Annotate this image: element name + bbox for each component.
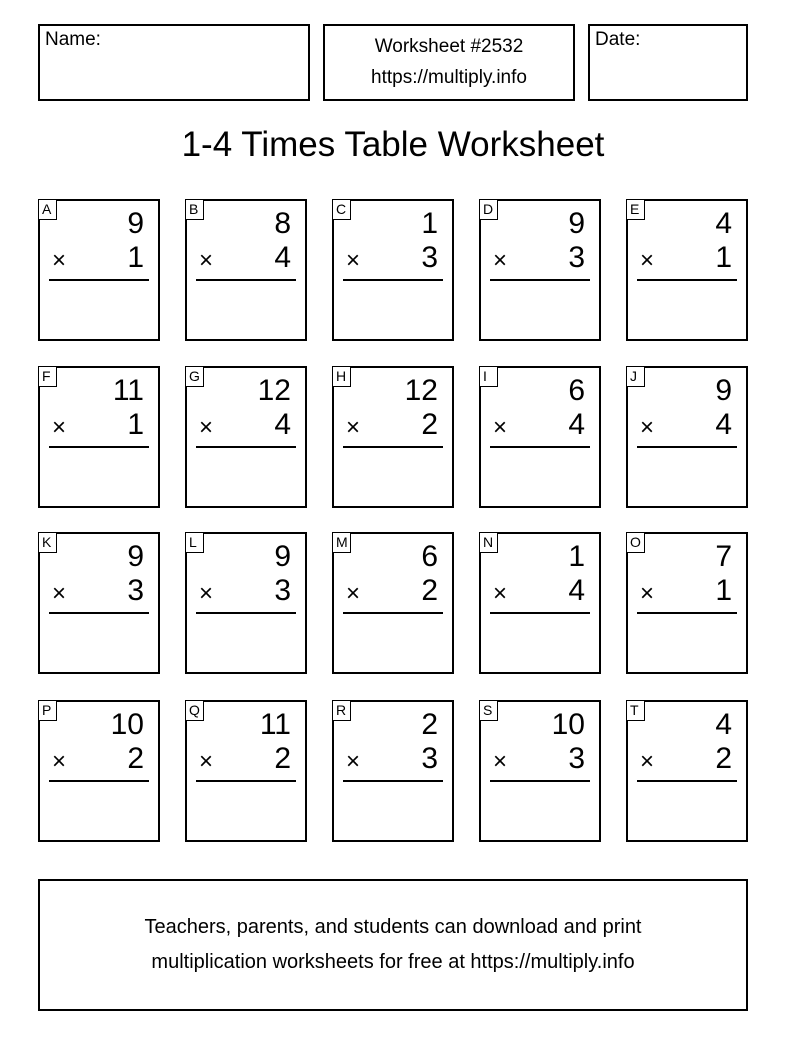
problem-letter: K — [38, 532, 57, 553]
problem-box[interactable] — [38, 199, 160, 341]
answer-line — [196, 612, 296, 614]
times-sign: × — [346, 748, 361, 775]
problem-box[interactable] — [185, 532, 307, 674]
problem-letter: F — [38, 366, 57, 387]
problem-box[interactable] — [332, 532, 454, 674]
times-sign: × — [640, 414, 655, 441]
times-sign: × — [640, 748, 655, 775]
worksheet-info-box — [323, 24, 575, 101]
problem-letter: J — [626, 366, 645, 387]
multiplier: 3 — [568, 241, 585, 274]
times-sign: × — [52, 580, 67, 607]
problem-letter: Q — [185, 700, 204, 721]
problem-box[interactable] — [332, 199, 454, 341]
date-label: Date: — [595, 29, 641, 50]
times-sign: × — [199, 748, 214, 775]
problem-box[interactable] — [626, 700, 748, 842]
multiplicand: 12 — [404, 374, 438, 407]
multiplicand: 6 — [568, 374, 585, 407]
multiplier: 4 — [274, 408, 291, 441]
answer-line — [490, 780, 590, 782]
answer-line — [343, 780, 443, 782]
multiplicand: 10 — [551, 708, 585, 741]
multiplier: 3 — [568, 742, 585, 775]
problem-letter: E — [626, 199, 645, 220]
problem-box[interactable] — [332, 700, 454, 842]
multiplier: 3 — [421, 742, 438, 775]
multiplicand: 2 — [421, 708, 438, 741]
problem-letter: I — [479, 366, 498, 387]
problem-letter: B — [185, 199, 204, 220]
times-sign: × — [199, 580, 214, 607]
multiplier: 1 — [127, 241, 144, 274]
problem-letter: P — [38, 700, 57, 721]
times-sign: × — [346, 247, 361, 274]
multiplicand: 9 — [568, 207, 585, 240]
problem-letter: R — [332, 700, 351, 721]
problem-box[interactable] — [479, 532, 601, 674]
answer-line — [343, 279, 443, 281]
times-sign: × — [640, 247, 655, 274]
problem-box[interactable] — [185, 366, 307, 508]
multiplier: 4 — [274, 241, 291, 274]
problem-letter: D — [479, 199, 498, 220]
multiplier: 4 — [715, 408, 732, 441]
problem-box[interactable] — [626, 199, 748, 341]
multiplicand: 1 — [568, 540, 585, 573]
problem-letter: N — [479, 532, 498, 553]
times-sign: × — [640, 580, 655, 607]
problem-letter: T — [626, 700, 645, 721]
multiplier: 4 — [568, 408, 585, 441]
multiplicand: 9 — [715, 374, 732, 407]
problem-box[interactable] — [332, 366, 454, 508]
problem-letter: C — [332, 199, 351, 220]
name-label: Name: — [45, 29, 101, 50]
answer-line — [490, 279, 590, 281]
multiplier: 3 — [274, 574, 291, 607]
multiplicand: 4 — [715, 207, 732, 240]
multiplier: 1 — [715, 241, 732, 274]
worksheet-id: Worksheet #2532 — [374, 36, 524, 57]
multiplicand: 9 — [127, 207, 144, 240]
multiplier: 1 — [715, 574, 732, 607]
multiplier: 4 — [568, 574, 585, 607]
problem-letter: O — [626, 532, 645, 553]
answer-line — [196, 780, 296, 782]
answer-line — [196, 279, 296, 281]
multiplicand: 9 — [127, 540, 144, 573]
problem-box[interactable] — [626, 532, 748, 674]
problem-letter: H — [332, 366, 351, 387]
multiplier: 2 — [421, 408, 438, 441]
answer-line — [637, 612, 737, 614]
answer-line — [637, 279, 737, 281]
problem-letter: G — [185, 366, 204, 387]
multiplicand: 6 — [421, 540, 438, 573]
times-sign: × — [493, 580, 508, 607]
footer-line-2: multiplication worksheets for free at https://multiply.info — [151, 951, 635, 973]
times-sign: × — [199, 414, 214, 441]
answer-line — [49, 279, 149, 281]
multiplier: 3 — [421, 241, 438, 274]
times-sign: × — [346, 414, 361, 441]
answer-line — [637, 780, 737, 782]
multiplicand: 11 — [112, 374, 144, 407]
problem-box[interactable] — [38, 700, 160, 842]
multiplier: 2 — [715, 742, 732, 775]
answer-line — [49, 612, 149, 614]
answer-line — [343, 446, 443, 448]
answer-line — [49, 780, 149, 782]
multiplier: 3 — [127, 574, 144, 607]
problem-box[interactable] — [479, 366, 601, 508]
problem-box[interactable] — [38, 532, 160, 674]
times-sign: × — [52, 247, 67, 274]
problem-box[interactable] — [479, 700, 601, 842]
multiplicand: 4 — [715, 708, 732, 741]
answer-line — [637, 446, 737, 448]
times-sign: × — [493, 748, 508, 775]
problem-letter: M — [332, 532, 351, 553]
times-sign: × — [493, 247, 508, 274]
multiplicand: 12 — [257, 374, 291, 407]
answer-line — [343, 612, 443, 614]
footer-box — [38, 879, 748, 1011]
times-sign: × — [493, 414, 508, 441]
problem-letter: A — [38, 199, 57, 220]
multiplicand: 9 — [274, 540, 291, 573]
multiplier: 1 — [127, 408, 144, 441]
answer-line — [490, 612, 590, 614]
multiplicand: 7 — [715, 540, 732, 573]
answer-line — [49, 446, 149, 448]
multiplier: 2 — [274, 742, 291, 775]
problem-box[interactable] — [479, 199, 601, 341]
answer-line — [196, 446, 296, 448]
times-sign: × — [346, 580, 361, 607]
problem-box[interactable] — [185, 199, 307, 341]
multiplicand: 1 — [421, 207, 438, 240]
answer-line — [490, 446, 590, 448]
multiplicand: 11 — [259, 708, 291, 741]
name-field[interactable] — [38, 24, 310, 101]
problem-box[interactable] — [38, 366, 160, 508]
date-field[interactable] — [588, 24, 748, 101]
times-sign: × — [199, 247, 214, 274]
page-title: 1-4 Times Table Worksheet — [181, 125, 605, 164]
worksheet-url: https://multiply.info — [371, 67, 527, 88]
multiplicand: 10 — [110, 708, 144, 741]
times-sign: × — [52, 414, 67, 441]
problem-box[interactable] — [626, 366, 748, 508]
multiplier: 2 — [421, 574, 438, 607]
multiplier: 2 — [127, 742, 144, 775]
problem-letter: S — [479, 700, 498, 721]
problem-box[interactable] — [185, 700, 307, 842]
times-sign: × — [52, 748, 67, 775]
problem-letter: L — [185, 532, 204, 553]
footer-line-1: Teachers, parents, and students can download and print — [144, 916, 642, 938]
multiplicand: 8 — [274, 207, 291, 240]
